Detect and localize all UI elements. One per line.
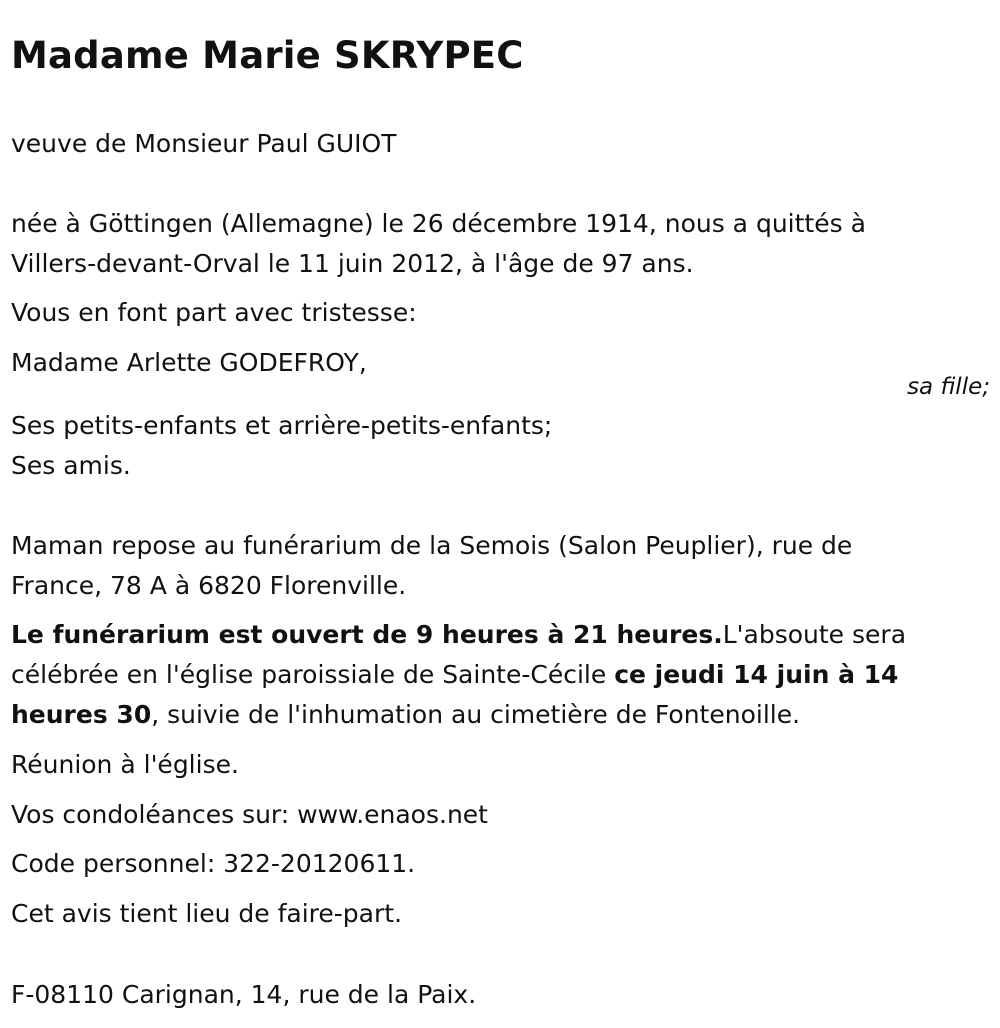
meeting-line: Réunion à l'église. [11,750,239,779]
faire-part-line: Cet avis tient lieu de faire-part. [11,899,403,928]
grandchildren-line: Ses petits-enfants et arrière-petits-enfants; [11,411,553,440]
friends-line: Ses amis. [11,451,131,480]
rest-location-line-1: Maman repose au funérarium de la Semois (Salon Peuplier), rue de [11,531,853,560]
ceremony-line-1 [11,615,906,655]
announcement-intro: Vous en font part avec tristesse: [11,298,417,327]
birth-death-line-2: Villers-devant-Orval le 11 juin 2012, à l'âge de 97 ans. [11,249,694,278]
personal-code-line: Code personnel: 322-20120611. [11,849,416,878]
church-text: célébrée en l'église paroissiale de Sainte-Cécile [11,660,615,689]
condolences-line: Vos condoléances sur: www.enaos.net [11,800,488,829]
daughter-name: Madame Arlette GODEFROY, [11,348,367,377]
deceased-name-title: Madame Marie SKRYPEC [11,34,524,77]
ceremony-date: ce jeudi 14 juin à 14 [614,660,899,689]
absolution-start: L'absoute sera [722,620,907,649]
burial-text: , suivie de l'inhumation au cimetière de Fontenoille. [151,700,801,729]
ceremony-line-3 [11,695,800,735]
rest-location-line-2: France, 78 A à 6820 Florenville. [11,571,407,600]
address-line: F-08110 Carignan, 14, rue de la Paix. [11,980,477,1009]
ceremony-time: heures 30 [11,700,152,729]
daughter-relation: sa fille; [907,374,990,400]
widow-of-line: veuve de Monsieur Paul GUIOT [11,129,397,158]
ceremony-line-2 [11,655,898,695]
funerarium-hours: Le funérarium est ouvert de 9 heures à 21 heures. [11,620,723,649]
birth-death-line-1: née à Göttingen (Allemagne) le 26 décembre 1914, nous a quittés à [11,209,866,238]
